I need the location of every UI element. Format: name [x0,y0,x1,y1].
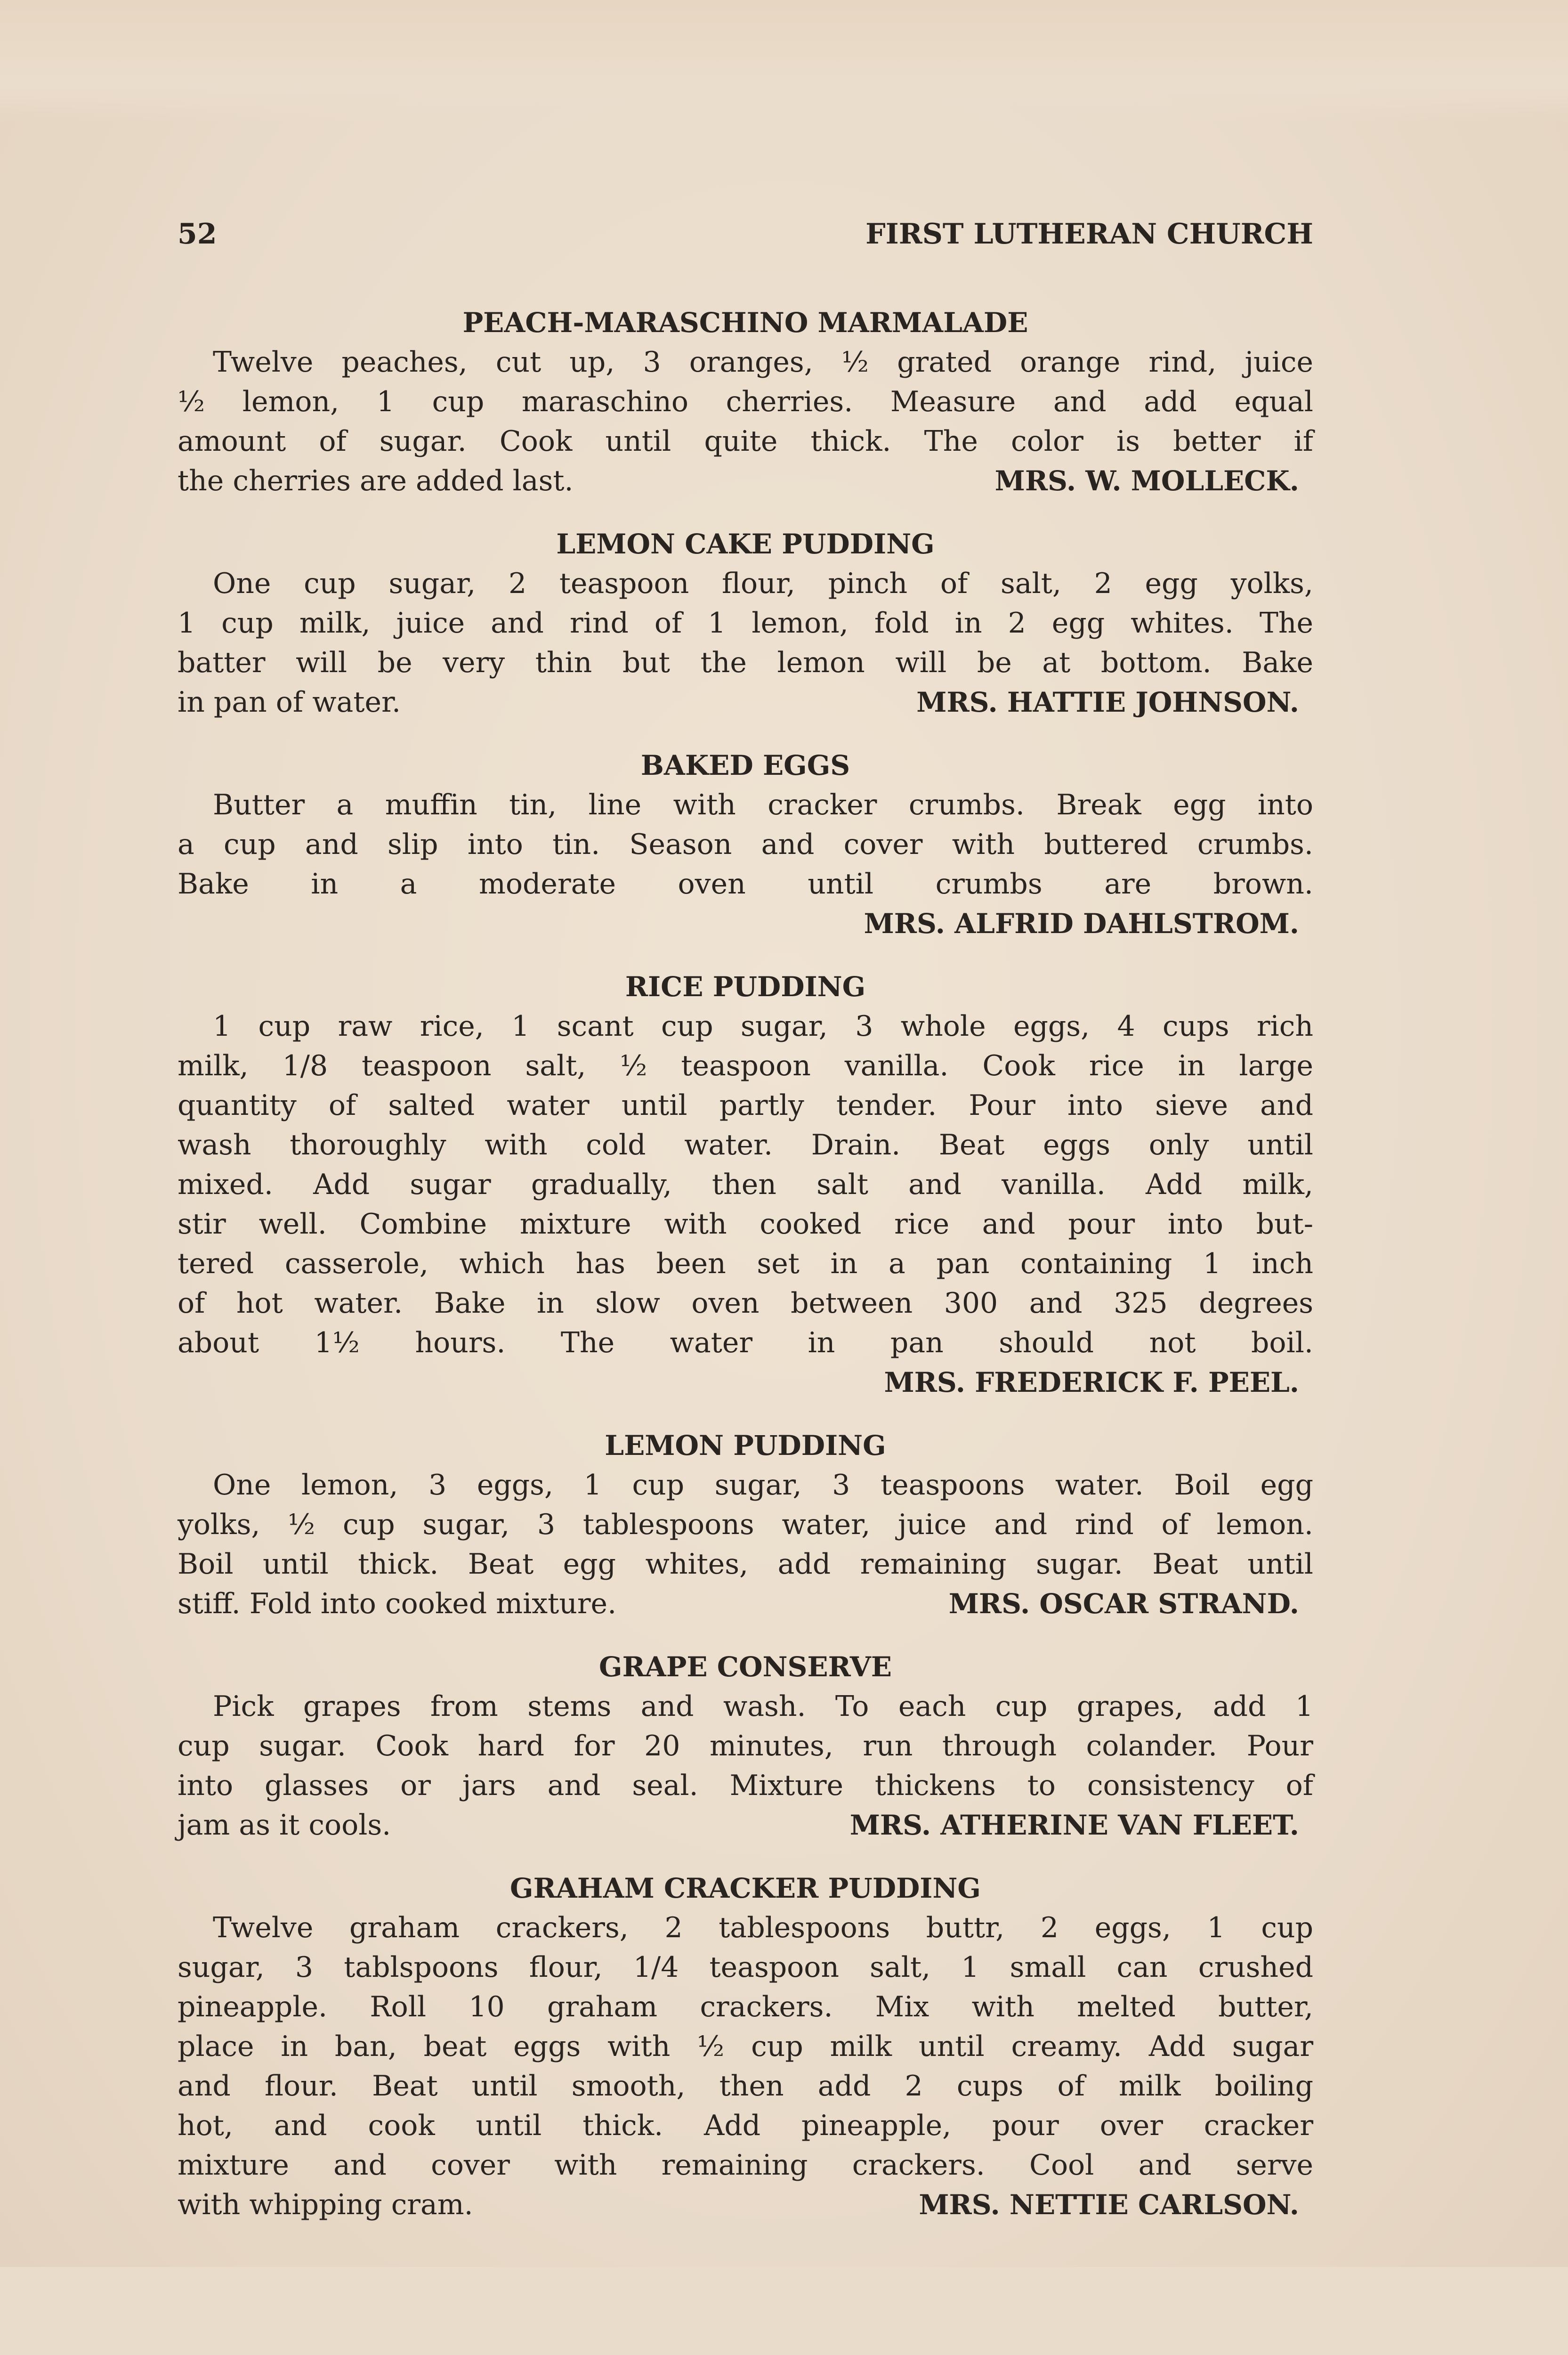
recipe-text-line: place in ban, beat eggs with ½ cup milk until creamy. Add sugar [178,2030,1313,2063]
recipe-last-line [178,2185,1313,2225]
recipe-text-line: Twelve peaches, cut up, 3 oranges, ½ grated orange rind, juice [213,346,1313,379]
running-title: FIRST LUTHERAN CHURCH [865,218,1313,251]
recipe-text-line: a cup and slip into tin. Season and cover with buttered crumbs. [178,828,1313,861]
recipe-text-line: 1 cup milk, juice and rind of 1 lemon, fold in 2 egg whites. The [178,607,1313,640]
recipe-list [178,303,1313,2225]
recipe-text-line: jam as it cools. [178,1809,391,1842]
recipe-text-line: Boil until thick. Beat egg whites, add remaining sugar. Beat until [178,1548,1313,1581]
recipe-text-line: cup sugar. Cook hard for 20 minutes, run through colander. Pour [178,1730,1313,1762]
recipe [178,746,1313,943]
recipe-title: BAKED EGGS [640,749,850,781]
recipe [178,524,1313,722]
recipe-contributor: MRS. W. MOLLECK. [994,465,1299,497]
recipe-text-line: into glasses or jars and seal. Mixture thickens to consistency of [178,1769,1313,1802]
recipe-text-line: Butter a muffin tin, line with cracker crumbs. Break egg into [213,788,1313,821]
recipe-text-line: tered casserole, which has been set in a pan containing 1 inch [178,1247,1313,1280]
recipe-text-line: mixed. Add sugar gradually, then salt and vanilla. Add milk, [178,1168,1313,1201]
recipe-text-line: wash thoroughly with cold water. Drain. Beat eggs only until [178,1129,1313,1161]
recipe-text-line: Twelve graham crackers, 2 tablespoons buttr, 2 eggs, 1 cup [213,1911,1313,1944]
recipe-title: LEMON PUDDING [605,1429,886,1462]
page-header [178,214,1313,254]
recipe-text-line: the cherries are added last. [178,464,574,497]
recipe-contributor: MRS. HATTIE JOHNSON. [916,686,1299,718]
recipe-text-line: in pan of water. [178,686,401,719]
recipe-contributor: MRS. ALFRID DAHLSTROM. [864,908,1299,940]
recipe-text-line: milk, 1/8 teaspoon salt, ½ teaspoon vanilla. Cook rice in large [178,1049,1313,1082]
recipe-text-line: yolks, ½ cup sugar, 3 tablespoons water, juice and rind of lemon. [178,1508,1313,1541]
page-number: 52 [178,218,217,251]
recipe-last-line [178,1584,1313,1624]
recipe [178,967,1313,1402]
recipe-title: GRAPE CONSERVE [599,1651,892,1683]
recipe-text-line: One lemon, 3 eggs, 1 cup sugar, 3 teaspoons water. Boil egg [213,1469,1313,1502]
recipe-text-line: Bake in a moderate oven until crumbs are brown. [178,868,1313,901]
recipe-contributor: MRS. FREDERICK F. PEEL. [884,1366,1299,1398]
recipe-text-line: pineapple. Roll 10 graham crackers. Mix with melted butter, [178,1990,1313,2023]
recipe-text-line: amount of sugar. Cook until quite thick. The color is better if [178,425,1313,458]
recipe-text-line: Pick grapes from stems and wash. To each cup grapes, add 1 [213,1690,1313,1723]
recipe [178,1426,1313,1624]
recipe [178,1868,1313,2225]
recipe-text-line: batter will be very thin but the lemon will be at bottom. Bake [178,646,1313,679]
recipe-contributor: MRS. OSCAR STRAND. [948,1588,1299,1620]
recipe-text-line: ½ lemon, 1 cup maraschino cherries. Measure and add equal [178,385,1313,418]
recipe-text-line: and flour. Beat until smooth, then add 2 cups of milk boiling [178,2070,1313,2103]
recipe [178,303,1313,501]
recipe [178,1647,1313,1845]
recipe-title: GRAHAM CRACKER PUDDING [510,1872,981,1904]
recipe-text-line: stiff. Fold into cooked mixture. [178,1587,617,1620]
recipe-last-line [178,1805,1313,1845]
recipe-last-line [178,904,1313,943]
recipe-text-line: of hot water. Bake in slow oven between 300 and 325 degrees [178,1287,1313,1320]
recipe-title: PEACH-MARASCHINO MARMALADE [462,307,1028,339]
recipe-contributor: MRS. NETTIE CARLSON. [919,2189,1299,2221]
recipe-contributor: MRS. ATHERINE VAN FLEET. [849,1809,1299,1841]
recipe-last-line [178,682,1313,722]
recipe-text-line: 1 cup raw rice, 1 scant cup sugar, 3 whole eggs, 4 cups rich [213,1010,1313,1043]
recipe-text-line: quantity of salted water until partly tender. Pour into sieve and [178,1089,1313,1122]
recipe-text-line: hot, and cook until thick. Add pineapple, pour over cracker [178,2109,1313,2142]
recipe-title: LEMON CAKE PUDDING [556,528,935,560]
recipe-text-line: with whipping cram. [178,2188,473,2221]
recipe-text-line: stir well. Combine mixture with cooked rice and pour into but- [178,1208,1313,1241]
recipe-text-line: mixture and cover with remaining crackers. Cool and serve [178,2149,1313,2182]
recipe-title: RICE PUDDING [625,971,866,1003]
recipe-last-line [178,461,1313,501]
recipe-last-line [178,1363,1313,1402]
recipe-text-line: sugar, 3 tablspoons flour, 1/4 teaspoon salt, 1 small can crushed [178,1951,1313,1984]
recipe-text-line: One cup sugar, 2 teaspoon flour, pinch of salt, 2 egg yolks, [213,567,1313,600]
recipe-text-line: about 1½ hours. The water in pan should not boil. [178,1326,1313,1359]
